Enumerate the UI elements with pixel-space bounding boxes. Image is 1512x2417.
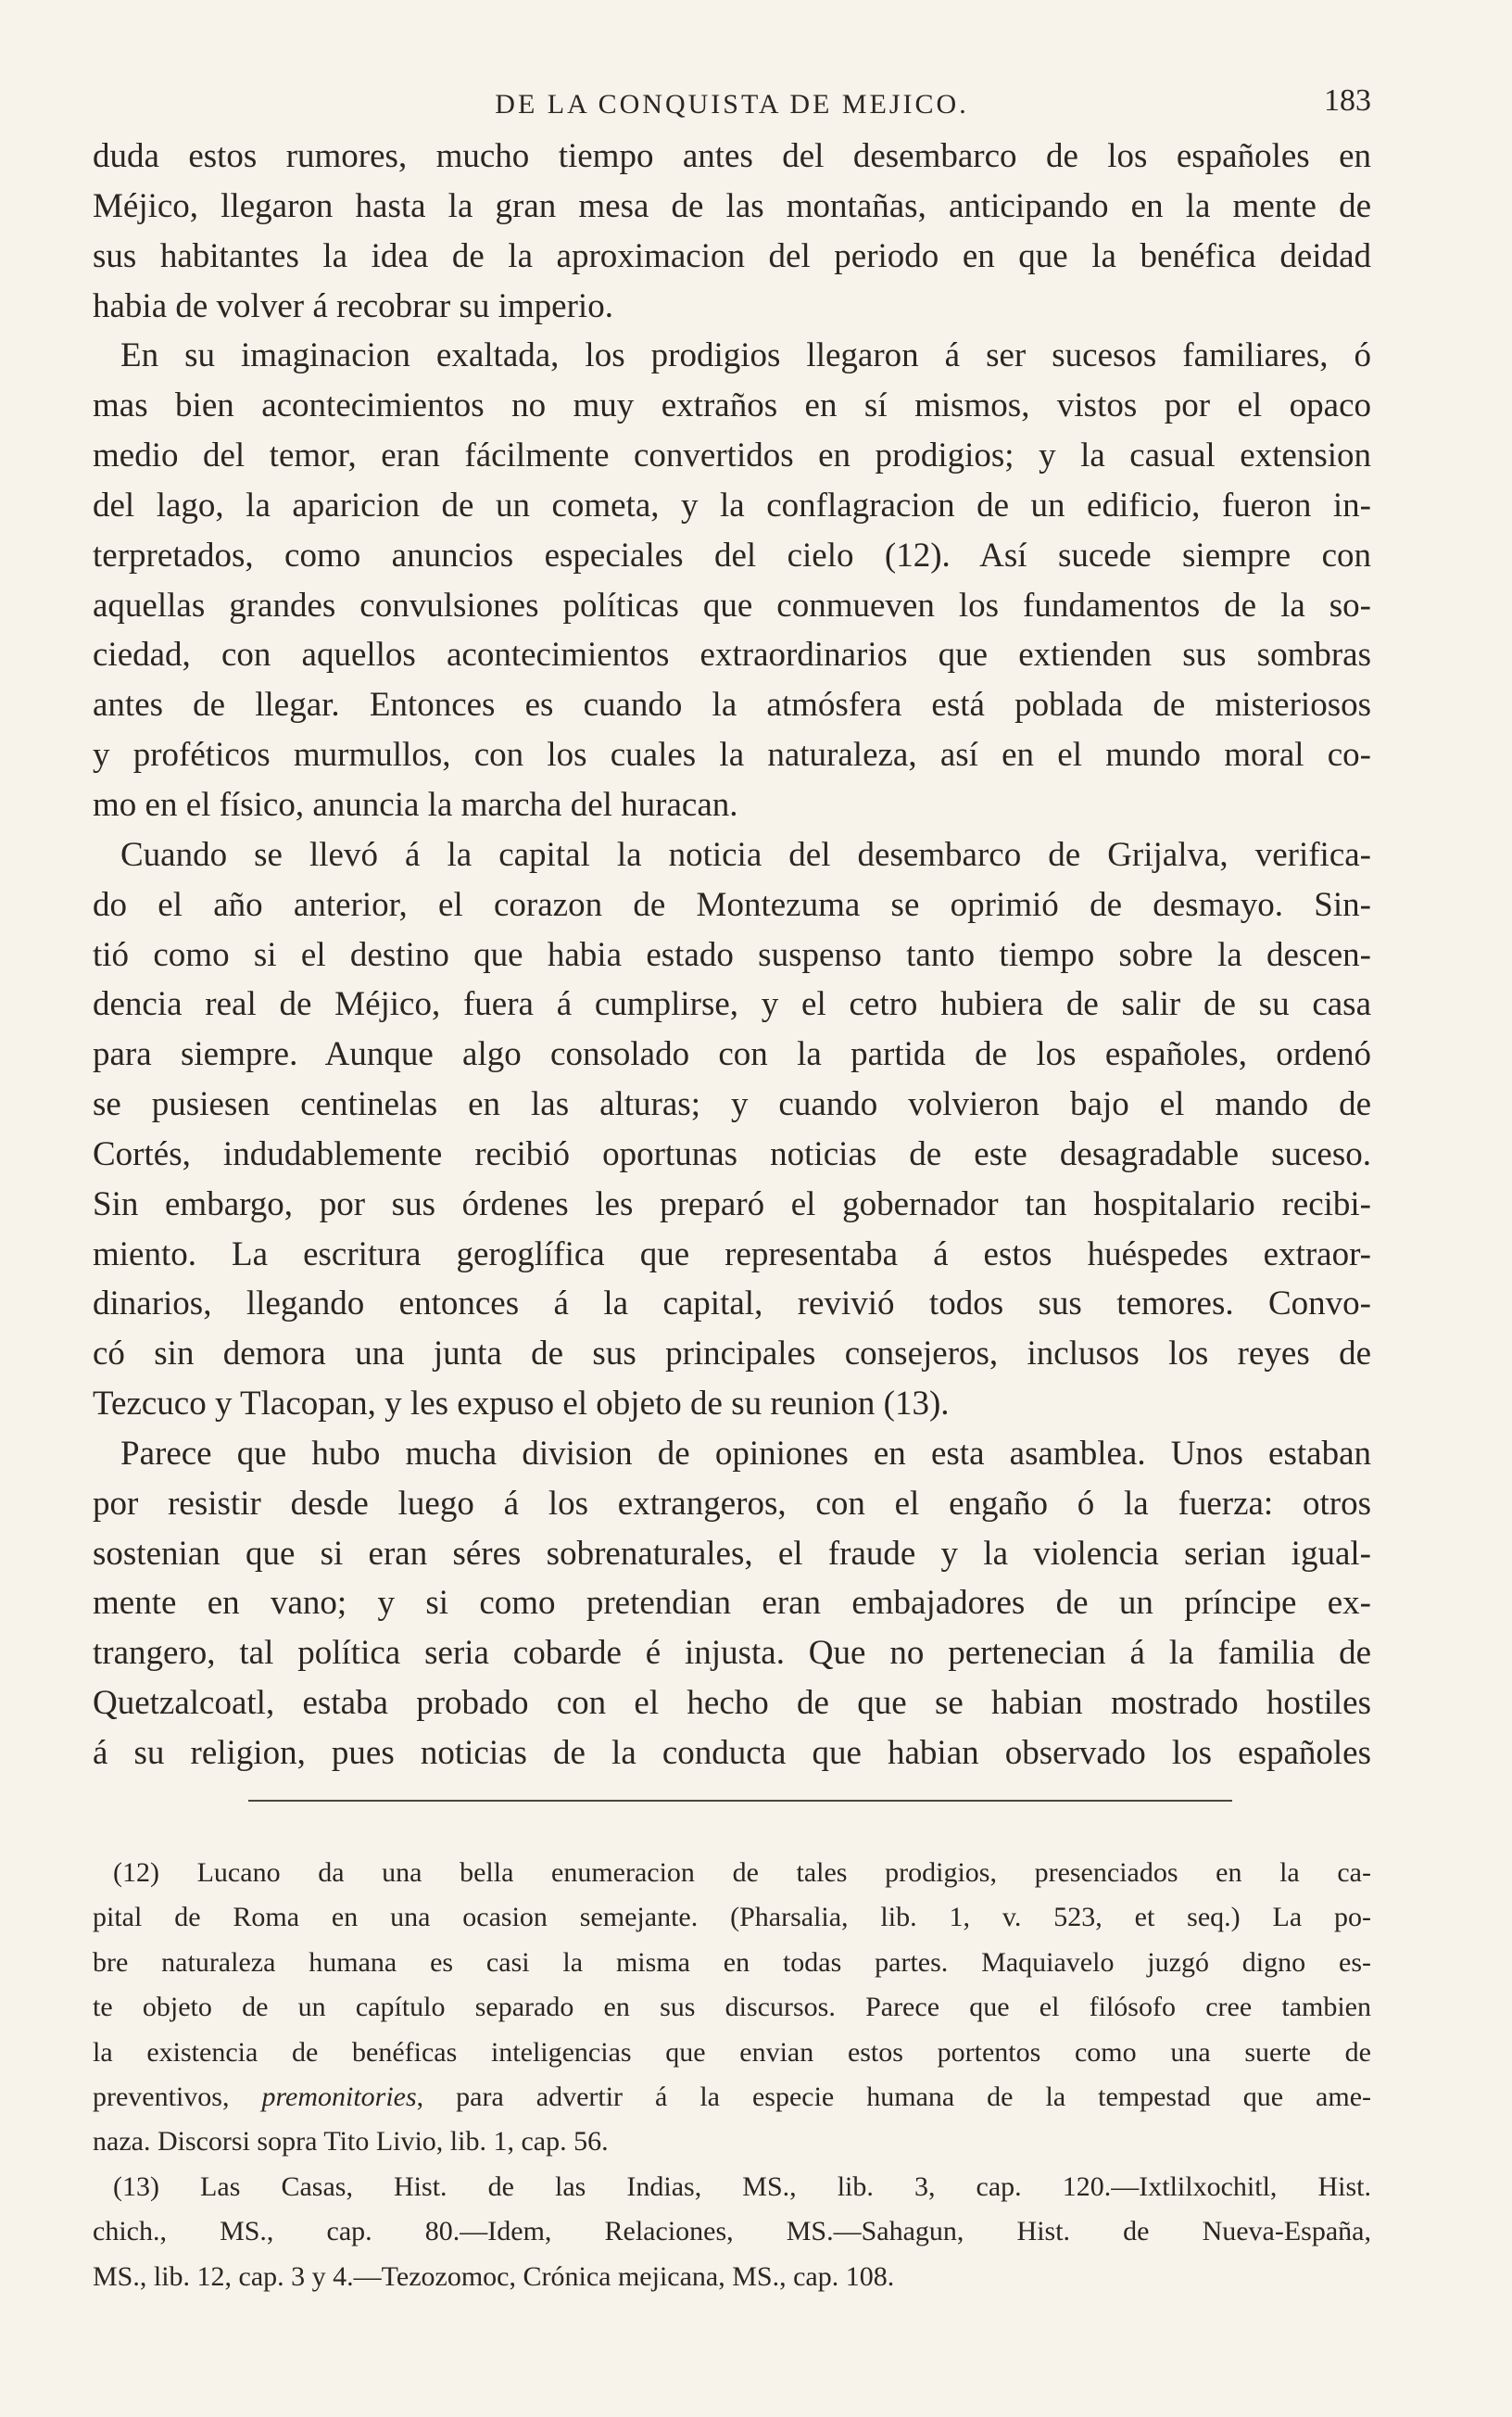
- text-line: Méjico, llegaron hasta la gran mesa de las montañas, anticipando en la mente de: [93, 186, 1371, 225]
- footnote-12-line: bre naturaleza humana es casi la misma en todas partes. Maquiavelo juzgó digno es-: [93, 1946, 1371, 1978]
- text-line: miento. La escritura geroglífica que representaba á estos huéspedes extraor-: [93, 1234, 1371, 1273]
- text-line: dencia real de Méjico, fuera á cumplirse, y el cetro hubiera de salir de su casa: [93, 985, 1371, 1024]
- text-line: sus habitantes la idea de la aproximacion del periodo en que la benéfica deidad: [93, 236, 1371, 275]
- text-line: dinarios, llegando entonces á la capital, revivió todos sus temores. Convo-: [93, 1284, 1371, 1323]
- footnote-text: preventivos,: [93, 2081, 262, 2112]
- text-line: mas bien acontecimientos no muy extraños en sí mismos, vistos por el opaco: [93, 386, 1371, 425]
- text-line: có sin demora una junta de sus principales consejeros, inclusos los reyes de: [93, 1335, 1371, 1373]
- page-number: 183: [1324, 83, 1371, 118]
- footnote-separator-rule: [248, 1800, 1232, 1802]
- footnote-12-line: la existencia de benéficas inteligencias que envian estos portentos como una suerte de: [93, 2036, 1371, 2068]
- text-line: Quetzalcoatl, estaba probado con el hecho de que se habian mostrado hostiles: [93, 1684, 1371, 1723]
- footnote-13-line: (13) Las Casas, Hist. de las Indias, MS., lib. 3, cap. 120.—Ixtlilxochitl, Hist.: [113, 2170, 1371, 2202]
- text-line: antes de llegar. Entonces es cuando la atmósfera está poblada de misteriosos: [93, 686, 1371, 725]
- footnote-text: , para advertir á la especie humana de la tempestad que ame-: [416, 2081, 1371, 2112]
- text-line: se pusiesen centinelas en las alturas; y cuando volvieron bajo el mando de: [93, 1085, 1371, 1124]
- text-line: aquellas grandes convulsiones políticas que conmueven los fundamentos de la so-: [93, 586, 1371, 625]
- text-line: terpretados, como anuncios especiales del cielo (12). Así sucede siempre con: [93, 536, 1371, 575]
- footnote-12-line: pital de Roma en una ocasion semejante. (Pharsalia, lib. 1, v. 523, et seq.) La po-: [93, 1902, 1371, 1933]
- text-line: ciedad, con aquellos acontecimientos extraordinarios que extienden sus sombras: [93, 636, 1371, 675]
- footnote-12-line: te objeto de un capítulo separado en sus discursos. Parece que el filósofo cree tambien: [93, 1992, 1371, 2023]
- footnote-13-line: MS., lib. 12, cap. 3 y 4.—Tezozomoc, Crónica mejicana, MS., cap. 108.: [93, 2260, 895, 2292]
- text-line: Cortés, indudablemente recibió oportunas noticias de este desagradable suceso.: [93, 1134, 1371, 1173]
- footnotes: [93, 1851, 1371, 2299]
- footnote-12-line: naza. Discorsi sopra Tito Livio, lib. 1, cap. 56.: [93, 2126, 609, 2158]
- text-line: para siempre. Aunque algo consolado con la partida de los españoles, ordenó: [93, 1035, 1371, 1074]
- footnote-13-line: chich., MS., cap. 80.—Idem, Relaciones, MS.—Sahagun, Hist. de Nueva-España,: [93, 2216, 1371, 2247]
- text-line: mo en el físico, anuncia la marcha del huracan.: [93, 785, 738, 824]
- text-line: mente en vano; y si como pretendian eran embajadores de un príncipe ex-: [93, 1584, 1371, 1623]
- text-line: por resistir desde luego á los extrangeros, con el engaño ó la fuerza: otros: [93, 1484, 1371, 1523]
- text-line: sostenian que si eran séres sobrenaturales, el fraude y la violencia serian igual-: [93, 1534, 1371, 1573]
- paragraph-start-line: Cuando se llevó á la capital la noticia del desembarco de Grijalva, verifica-: [120, 835, 1371, 874]
- text-line: y proféticos murmullos, con los cuales la naturaleza, así en el mundo moral co-: [93, 736, 1371, 775]
- text-line: Sin embargo, por sus órdenes les preparó el gobernador tan hospitalario recibi-: [93, 1184, 1371, 1223]
- main-text: [93, 132, 1371, 1778]
- running-title: DE LA CONQUISTA DE MEJICO.: [495, 89, 969, 120]
- text-line: duda estos rumores, mucho tiempo antes del desembarco de los españoles en: [93, 137, 1371, 175]
- paragraph-start-line: En su imaginacion exaltada, los prodigios llegaron á ser sucesos familiares, ó: [120, 336, 1371, 375]
- italic-term: premonitories: [261, 2081, 417, 2112]
- text-line: tió como si el destino que habia estado suspenso tanto tiempo sobre la descen-: [93, 935, 1371, 974]
- text-line: do el año anterior, el corazon de Montezuma se oprimió de desmayo. Sin-: [93, 885, 1371, 924]
- text-line: habia de volver á recobrar su imperio.: [93, 286, 613, 325]
- running-head: [93, 80, 1371, 126]
- text-line: del lago, la aparicion de un cometa, y la conflagracion de un edificio, fueron in-: [93, 486, 1371, 525]
- text-line: Tezcuco y Tlacopan, y les expuso el objeto de su reunion (13).: [93, 1385, 950, 1424]
- footnote-12-line: [93, 2075, 1371, 2120]
- text-line: á su religion, pues noticias de la conducta que habian observado los españoles: [93, 1734, 1371, 1772]
- paragraph-start-line: Parece que hubo mucha division de opiniones en esta asamblea. Unos estaban: [120, 1434, 1371, 1473]
- footnote-12-line: (12) Lucano da una bella enumeracion de tales prodigios, presenciados en la ca-: [113, 1857, 1371, 1888]
- text-line: medio del temor, eran fácilmente convertidos en prodigios; y la casual extension: [93, 437, 1371, 475]
- text-line: trangero, tal política seria cobarde é injusta. Que no pertenecian á la familia de: [93, 1634, 1371, 1673]
